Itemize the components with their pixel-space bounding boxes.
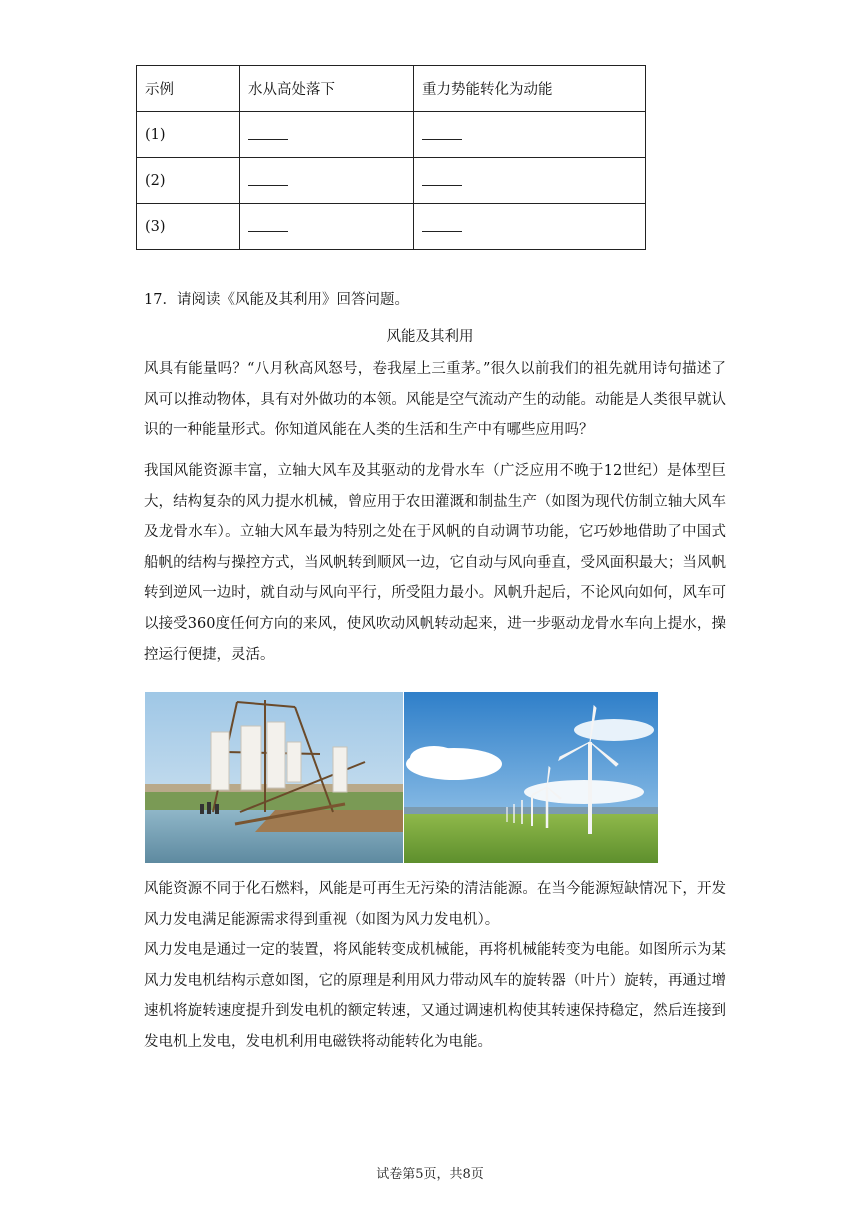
table-row [137, 66, 646, 112]
paragraph: 我国风能资源丰富，立轴大风车及其驱动的龙骨水车（广泛应用不晚于12世纪）是体型巨大，结构复杂的风力提水机械，曾应用于农田灌溉和制盐生产（如图为现代仿制立轴大风车及龙骨水车）。立轴大风车最为特别之处在于风帆的自动调节功能，它巧妙地借助了中国式船帆的结构与操控方式，当风帆转到顺风一边，它自动与风向垂直，受风面积最大；当风帆转到逆风一边时，就自动与风向平行，所受阻力最小。风帆升起后，不论风向如何，风车可以接受360度任何方向的来风，使风吹动风帆转动起来，进一步驱动龙骨水车向上提水，操控运行便捷，灵活。 [144, 463, 726, 663]
answer-blank[interactable] [422, 217, 462, 232]
article-title: 风能及其利用 [386, 329, 474, 345]
windmill-waterwheel-photo [145, 692, 403, 863]
question-heading: 17．请阅读《风能及其利用》回答问题。 [144, 292, 409, 308]
paragraph: 风具有能量吗？“八月秋高风怒号，卷我屋上三重茅。”很久以前我们的祖先就用诗句描述了风可以推动物体，具有对外做功的本领。风能是空气流动产生的动能。动能是人类很早就认识的一种能量形式。你知道风能在人类的生活和生产中有哪些应用吗？ [144, 361, 726, 439]
table-row [137, 112, 646, 158]
answer-blank-cell[interactable] [240, 112, 414, 158]
table-cell: 水从高处落下 [240, 66, 414, 112]
table-cell: (3) [137, 204, 240, 250]
paragraph: 风能资源不同于化石燃料，风能是可再生无污染的清洁能源。在当今能源短缺情况下，开发风力发电满足能源需求得到重视（如图为风力发电机）。 [144, 881, 726, 928]
paragraph: 风力发电是通过一定的装置，将风能转变成机械能，再将机械能转变为电能。如图所示为某风力发电机结构示意如图，它的原理是利用风力带动风车的旋转器（叶片）旋转，再通过增速机将旋转速度提升到发电机的额定转速，又通过调速机构使其转速保持稳定，然后连接到发电机上发电，发电机利用电磁铁将动能转化为电能。 [144, 942, 726, 1050]
table-cell: 重力势能转化为动能 [414, 66, 646, 112]
answer-blank[interactable] [422, 171, 462, 186]
answer-blank-cell[interactable] [414, 158, 646, 204]
page-footer: 试卷第5页，共8页 [376, 1167, 484, 1182]
answer-blank[interactable] [248, 217, 288, 232]
table-row [137, 158, 646, 204]
answer-blank[interactable] [248, 171, 288, 186]
table-cell: 示例 [137, 66, 240, 112]
answer-blank[interactable] [422, 125, 462, 140]
table-cell: (2) [137, 158, 240, 204]
photo-pair [145, 692, 658, 863]
table-cell: (1) [137, 112, 240, 158]
answer-blank-cell[interactable] [414, 112, 646, 158]
answer-blank-cell[interactable] [240, 158, 414, 204]
answer-table [136, 65, 646, 250]
answer-blank-cell[interactable] [240, 204, 414, 250]
answer-blank-cell[interactable] [414, 204, 646, 250]
table-row [137, 204, 646, 250]
wind-turbine-photo [404, 692, 658, 863]
answer-blank[interactable] [248, 125, 288, 140]
